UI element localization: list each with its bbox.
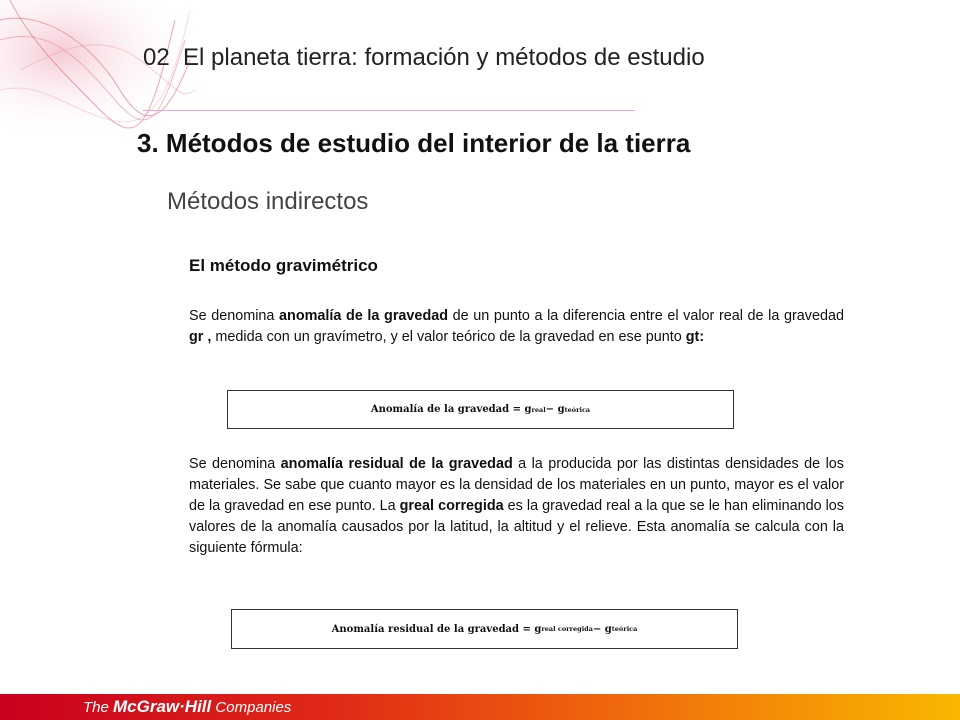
paragraph-gravity-anomaly	[189, 306, 844, 348]
text-run: Se denomina	[189, 456, 281, 472]
bold-term: anomalía de la gravedad	[279, 308, 449, 324]
formula-text: Anomalía de la gravedad = g	[370, 404, 532, 415]
text-run: medida con un gravímetro, y el valor teórico de la gravedad en ese punto	[211, 329, 686, 345]
formula-text: Anomalía residual de la gravedad = g	[331, 623, 542, 635]
method-title: El método gravimétrico	[189, 256, 378, 275]
formula-text: − g	[545, 404, 565, 415]
bold-term: gt:	[685, 329, 705, 345]
formula-subscript: real	[531, 405, 546, 414]
formula-gravity-anomaly	[227, 390, 734, 429]
chapter-heading	[143, 44, 705, 72]
section-title: 3. Métodos de estudio del interior de la tierra	[137, 128, 691, 158]
bold-term: anomalía residual de la gravedad	[280, 456, 513, 472]
logo-text: The	[83, 699, 114, 716]
bold-term: gr ,	[189, 329, 212, 345]
formula-subscript: real corregida	[541, 625, 593, 633]
chapter-title: El planeta tierra: formación y métodos de estudio	[183, 44, 705, 71]
text-run: de un punto a la diferencia entre el valor real de la gravedad	[448, 308, 844, 324]
logo-brand: McGraw·Hill	[113, 697, 212, 716]
header-divider	[143, 110, 635, 111]
chapter-number: 02	[143, 44, 170, 71]
publisher-logo	[83, 696, 291, 719]
paragraph-residual-anomaly	[189, 454, 844, 559]
formula-subscript: teórica	[611, 625, 638, 633]
formula-subscript: teórica	[564, 405, 591, 414]
formula-residual-anomaly	[231, 609, 738, 649]
section-subtitle: Métodos indirectos	[167, 188, 369, 215]
bold-term: greal corregida	[399, 498, 504, 514]
footer-bar	[0, 694, 960, 720]
text-run: es la gravedad real a la que se le han eliminando los valores de la anomalía causados por la latitud, la altitud y el relieve. Esta anomalía se calcula con la siguiente fórmula:	[189, 498, 845, 556]
text-run: a la producida por las distintas densidades de los materiales. Se sabe que cuanto mayor es la densidad de los materiales en un punto, mayor es el valor de la gravedad en ese punto. La	[189, 456, 844, 514]
formula-text: − g	[592, 623, 612, 635]
logo-text: Companies	[211, 699, 292, 716]
text-run: Se denomina	[189, 308, 280, 324]
